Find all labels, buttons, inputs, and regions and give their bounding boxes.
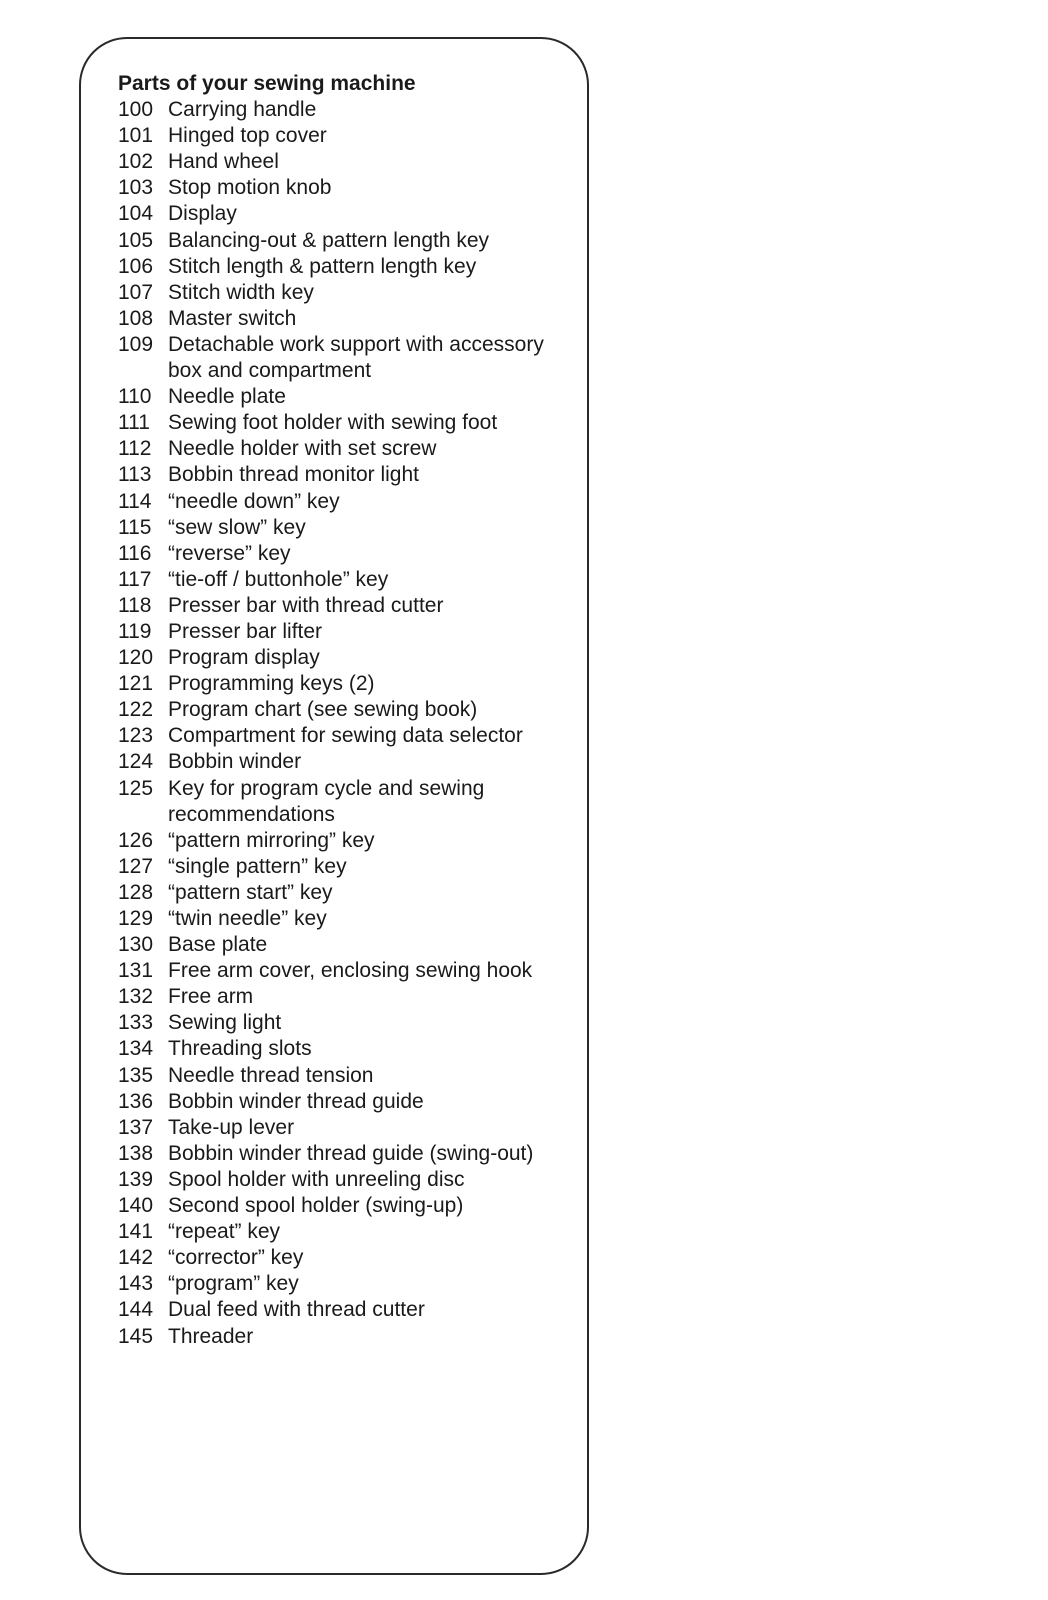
part-row — [118, 123, 578, 149]
part-description: Presser bar with thread cutter — [168, 593, 444, 617]
part-row — [118, 201, 578, 227]
part-row — [118, 175, 578, 201]
part-description: Free arm cover, enclosing sewing hook — [168, 959, 533, 983]
part-row — [118, 1297, 578, 1323]
part-number: 102 — [118, 150, 154, 174]
part-description: Free arm — [168, 985, 254, 1009]
part-description: Program display — [168, 646, 320, 670]
part-row — [118, 541, 578, 567]
part-row — [118, 593, 578, 619]
part-description: Display — [168, 202, 237, 226]
part-number: 134 — [118, 1037, 154, 1061]
part-row — [118, 1324, 578, 1350]
part-row — [118, 854, 578, 880]
part-description: Stitch length & pattern length key — [168, 254, 477, 278]
part-number: 101 — [118, 124, 154, 148]
part-description: Threader — [168, 1324, 254, 1348]
part-description: Second spool holder (swing-up) — [168, 1194, 464, 1218]
part-row — [118, 462, 578, 488]
part-number: 145 — [118, 1324, 154, 1348]
part-number: 124 — [118, 750, 154, 774]
part-number: 143 — [118, 1272, 154, 1296]
part-number: 133 — [118, 1011, 154, 1035]
part-number: 107 — [118, 280, 154, 304]
part-row — [118, 1245, 578, 1271]
part-row — [118, 984, 578, 1010]
part-row — [118, 1036, 578, 1062]
parts-list — [118, 97, 578, 1350]
part-row — [118, 228, 578, 254]
part-description: “twin needle” key — [168, 907, 327, 930]
part-row — [118, 1010, 578, 1036]
part-row — [118, 515, 578, 541]
part-description: Carrying handle — [168, 98, 317, 122]
part-number: 130 — [118, 933, 154, 957]
part-description: Bobbin winder thread guide (swing-out) — [168, 1141, 534, 1165]
part-description: Detachable work support with accessory box and compartment — [168, 332, 544, 383]
part-description: Threading slots — [168, 1037, 312, 1061]
part-number: 136 — [118, 1089, 154, 1113]
part-row — [118, 906, 578, 932]
part-description: “pattern mirroring” key — [168, 828, 375, 852]
part-row — [118, 880, 578, 906]
part-description: “repeat” key — [168, 1220, 281, 1244]
part-description: Programming keys (2) — [168, 672, 375, 696]
part-number: 139 — [118, 1167, 154, 1191]
part-number: 138 — [118, 1141, 154, 1165]
part-row — [118, 149, 578, 175]
part-description: “reverse” key — [168, 541, 291, 565]
part-number: 104 — [118, 202, 154, 226]
part-number: 100 — [118, 98, 154, 122]
part-row — [118, 932, 578, 958]
part-number: 116 — [118, 541, 152, 565]
part-number: 106 — [118, 254, 154, 278]
part-description: “sew slow” key — [168, 515, 306, 539]
part-description: “program” key — [168, 1272, 299, 1296]
part-row — [118, 1089, 578, 1115]
part-number: 118 — [118, 593, 152, 617]
part-row — [118, 697, 578, 723]
part-description: Key for program cycle and sewing recommendations — [168, 776, 485, 826]
part-description: Bobbin thread monitor light — [168, 463, 419, 487]
part-number: 112 — [118, 437, 152, 461]
part-number: 111 — [118, 411, 150, 435]
part-number: 110 — [118, 385, 152, 409]
part-row — [118, 958, 578, 984]
part-description: Bobbin winder thread guide — [168, 1089, 424, 1113]
part-description: Dual feed with thread cutter — [168, 1298, 425, 1322]
part-row — [118, 1193, 578, 1219]
part-number: 125 — [118, 776, 154, 800]
part-description: Take-up lever — [168, 1115, 295, 1139]
part-row — [118, 489, 578, 515]
part-number: 108 — [118, 306, 154, 330]
parts-content — [118, 71, 578, 1350]
part-number: 105 — [118, 228, 154, 252]
part-row — [118, 410, 578, 436]
part-description: “corrector” key — [168, 1246, 304, 1270]
part-row — [118, 1115, 578, 1141]
part-row — [118, 1219, 578, 1245]
part-number: 135 — [118, 1063, 154, 1087]
part-row — [118, 776, 578, 828]
part-number: 131 — [118, 959, 154, 983]
part-description: Presser bar lifter — [168, 619, 323, 643]
part-row — [118, 254, 578, 280]
part-number: 114 — [118, 489, 152, 513]
part-number: 141 — [118, 1220, 154, 1244]
part-description: Compartment for sewing data selector — [168, 724, 523, 748]
part-description: Hand wheel — [168, 150, 279, 174]
part-description: Needle holder with set screw — [168, 437, 437, 461]
part-description: Bobbin winder — [168, 750, 302, 774]
part-row — [118, 828, 578, 854]
part-number: 109 — [118, 332, 154, 356]
part-description: Needle thread tension — [168, 1063, 374, 1087]
part-number: 119 — [118, 619, 152, 643]
part-number: 103 — [118, 176, 154, 200]
part-row — [118, 97, 578, 123]
part-number: 126 — [118, 828, 154, 852]
part-description: Base plate — [168, 933, 268, 957]
part-row — [118, 436, 578, 462]
parts-title: Parts of your sewing machine — [118, 72, 416, 95]
part-number: 123 — [118, 724, 154, 748]
part-description: Sewing foot holder with sewing foot — [168, 411, 498, 435]
part-number: 115 — [118, 515, 152, 539]
part-row — [118, 306, 578, 332]
part-row — [118, 567, 578, 593]
part-row — [118, 671, 578, 697]
part-number: 129 — [118, 907, 154, 930]
part-row — [118, 280, 578, 306]
part-description: Stop motion knob — [168, 176, 332, 200]
part-row — [118, 749, 578, 775]
part-row — [118, 384, 578, 410]
part-row — [118, 1167, 578, 1193]
part-description: Master switch — [168, 306, 297, 330]
part-description: Needle plate — [168, 385, 286, 409]
part-number: 128 — [118, 880, 154, 904]
part-description: Program chart (see sewing book) — [168, 698, 478, 722]
part-number: 132 — [118, 985, 154, 1009]
part-number: 137 — [118, 1115, 154, 1139]
part-description: Sewing light — [168, 1011, 282, 1035]
part-number: 120 — [118, 646, 154, 670]
part-description: “single pattern” key — [168, 854, 347, 878]
part-row — [118, 645, 578, 671]
part-number: 144 — [118, 1298, 154, 1322]
part-description: “pattern start” key — [168, 880, 333, 904]
part-number: 121 — [118, 672, 154, 696]
part-row — [118, 1063, 578, 1089]
part-description: Stitch width key — [168, 280, 314, 304]
part-row — [118, 619, 578, 645]
part-number: 127 — [118, 854, 154, 878]
part-row — [118, 332, 578, 384]
part-description: Spool holder with unreeling disc — [168, 1167, 465, 1191]
part-number: 142 — [118, 1246, 154, 1270]
part-number: 122 — [118, 698, 154, 722]
part-number: 140 — [118, 1194, 154, 1218]
part-description: “tie-off / buttonhole” key — [168, 567, 389, 591]
part-number: 113 — [118, 463, 152, 487]
part-description: Hinged top cover — [168, 124, 327, 148]
part-row — [118, 1271, 578, 1297]
part-description: Balancing-out & pattern length key — [168, 228, 490, 252]
part-row — [118, 1141, 578, 1167]
part-description: “needle down” key — [168, 489, 340, 513]
part-row — [118, 723, 578, 749]
part-number: 117 — [118, 567, 152, 591]
